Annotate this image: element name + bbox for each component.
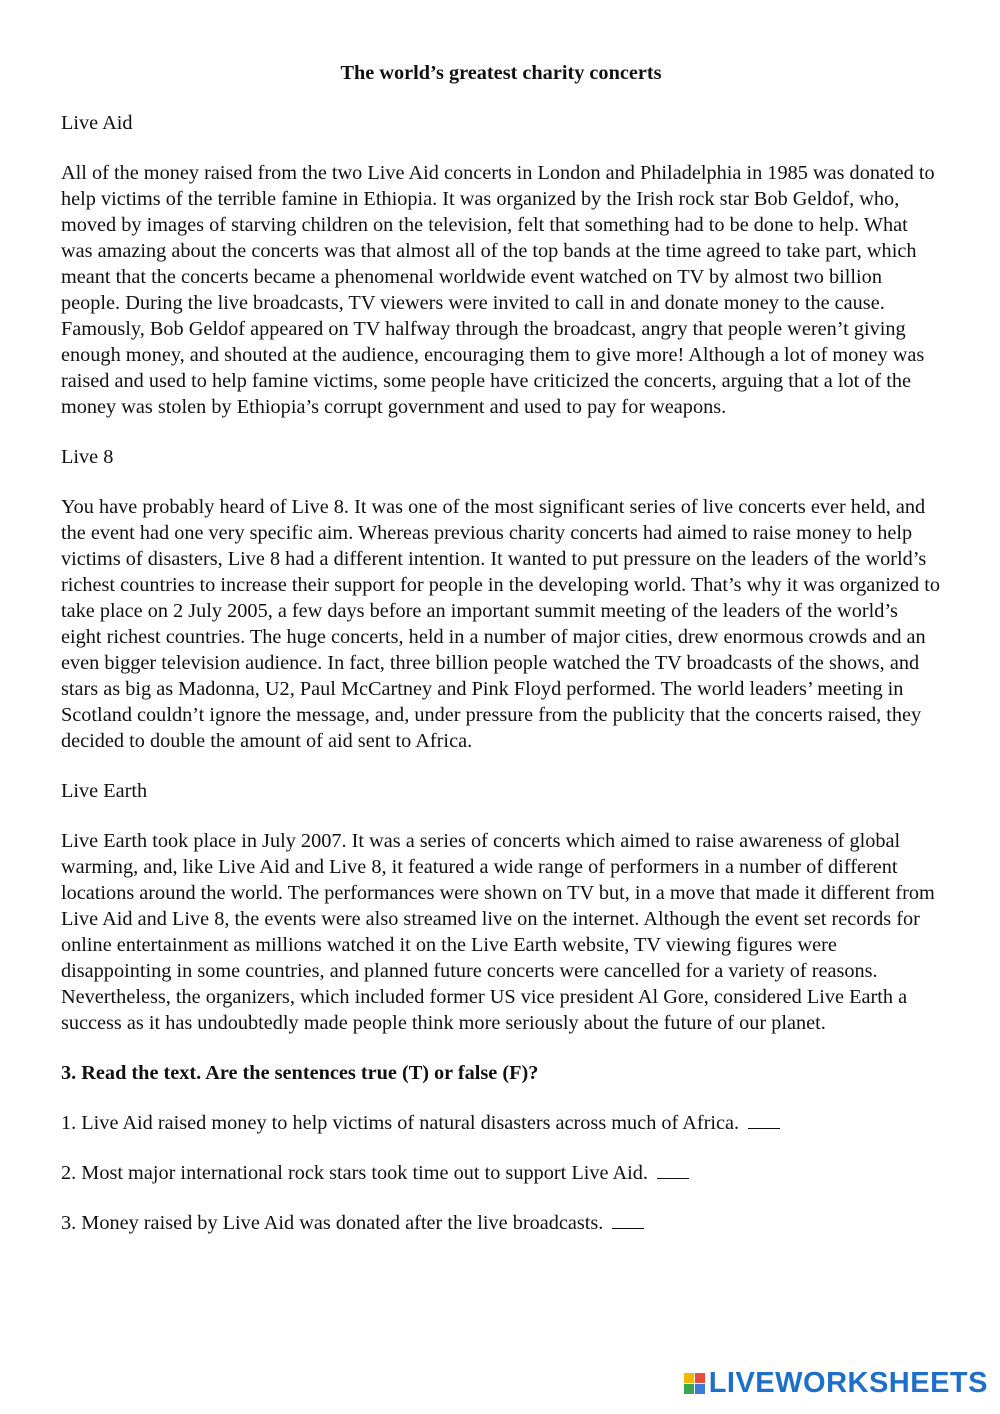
question-text: 1. Live Aid raised money to help victims of natural disasters across much of Africa. (61, 1112, 740, 1134)
liveworksheets-brand (684, 1367, 988, 1400)
section-heading-live-aid: Live Aid (61, 112, 133, 134)
answer-blank[interactable] (657, 1160, 689, 1179)
brand-name: LIVEWORKSHEETS (708, 1367, 988, 1399)
section-text-live-8: You have probably heard of Live 8. It was one of the most significant series of live concerts ever held, and the event had one very specific aim. Whereas previous charity concerts had aimed to raise money to help victims of disasters, Live 8 had a different intention. It wanted to put pressure on the leaders of the world’s richest countries to increase their support for people in the developing world. That’s why it was organized to take place on 2 July 2005, a few days before an important summit meeting of the leaders of the world’s eight richest countries. The huge concerts, held in a number of major cities, drew enormous crowds and an even bigger television audience. In fact, three billion people watched the TV broadcasts of the shows, and stars as big as Madonna, U2, Paul McCartney and Pink Floyd performed. The world leaders’ meeting in Scotland couldn’t ignore the message, and, under pressure from the publicity that the concerts raised, they decided to double the amount of aid sent to Africa. (61, 496, 941, 752)
answer-blank[interactable] (612, 1210, 644, 1229)
worksheet-page (61, 58, 941, 1260)
liveworksheets-logo-icon (684, 1373, 705, 1394)
section-heading-live-earth: Live Earth (61, 780, 148, 802)
answer-blank[interactable] (748, 1110, 780, 1129)
page-title: The world’s greatest charity concerts (340, 62, 662, 84)
section-text-live-aid: All of the money raised from the two Live Aid concerts in London and Philadelphia in 1985 was donated to help victims of the terrible famine in Ethiopia. It was organized by the Irish rock star Bob Geldof, who, moved by images of starving children on the television, felt that something had to be done to help. What was amazing about the concerts was that almost all of the top bands at the time agreed to take part, which meant that the concerts became a phenomenal worldwide event watched on TV by almost two billion people. During the live broadcasts, TV viewers were invited to call in and donate money to the cause. Famously, Bob Geldof appeared on TV halfway through the broadcast, angry that people weren’t giving enough money, and shouted at the audience, encouraging them to give more! Although a lot of money was raised and used to help famine victims, some people have criticized the concerts, arguing that a lot of the money was stolen by Ethiopia’s corrupt government and used to pay for weapons. (61, 162, 935, 418)
task-instruction: 3. Read the text. Are the sentences true (T) or false (F)? (61, 1062, 539, 1084)
question-1 (61, 1110, 941, 1136)
section-text-live-earth: Live Earth took place in July 2007. It was a series of concerts which aimed to raise awareness of global warming, and, like Live Aid and Live 8, it featured a wide range of performers in a number of different locations around the world. The performances were shown on TV but, in a move that made it different from Live Aid and Live 8, the events were also streamed live on the internet. Although the event set records for online entertainment as millions watched it on the Live Earth website, TV viewing figures were disappointing in some countries, and planned future concerts were cancelled for a variety of reasons. Nevertheless, the organizers, which included former US vice president Al Gore, considered Live Earth a success as it has undoubtedly made people think more seriously about the future of our planet. (61, 830, 935, 1034)
question-2 (61, 1160, 941, 1186)
question-text: 3. Money raised by Live Aid was donated after the live broadcasts. (61, 1212, 604, 1234)
question-3 (61, 1210, 941, 1236)
section-heading-live-8: Live 8 (61, 446, 114, 468)
question-text: 2. Most major international rock stars took time out to support Live Aid. (61, 1162, 648, 1184)
